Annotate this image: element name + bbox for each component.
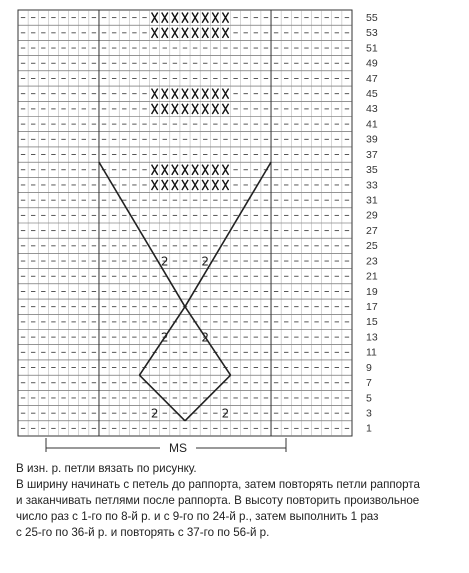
cross-stitch <box>201 102 210 116</box>
cable-symbol-2: 2 <box>160 254 169 269</box>
cross-stitch <box>160 10 169 24</box>
row-number: 47 <box>366 72 378 85</box>
cross-stitch <box>190 86 199 100</box>
cross-stitch <box>170 26 179 40</box>
repeat-label: MS <box>169 441 187 455</box>
cross-stitch <box>190 10 199 24</box>
cross-stitch <box>170 178 179 192</box>
chart-grid <box>18 10 352 436</box>
row-number: 37 <box>366 148 378 161</box>
cross-stitch <box>150 26 159 40</box>
instruction-line-4: число раз с 1-го по 8-й р. и с 9-го по 24-й р., затем выполнить 1 раз <box>16 510 379 523</box>
row-number: 39 <box>366 133 378 146</box>
cross-stitch <box>201 163 210 177</box>
cross-stitch <box>150 178 159 192</box>
cross-stitch <box>201 86 210 100</box>
cross-stitch <box>221 178 230 192</box>
cross-stitch <box>221 26 230 40</box>
cross-stitch <box>211 10 220 24</box>
cross-stitch <box>150 102 159 116</box>
instruction-line-1: В изн. р. петли вязать по рисунку. <box>16 462 197 475</box>
row-number: 27 <box>366 224 378 237</box>
cross-stitch <box>201 178 210 192</box>
row-number: 11 <box>366 346 377 359</box>
cross-stitch <box>180 102 189 116</box>
instruction-line-2: В ширину начинать с петель до раппорта, затем повторять петли раппорта <box>16 478 420 491</box>
cable-symbol-2: 2 <box>221 406 230 421</box>
row-number: 13 <box>366 331 378 344</box>
cross-stitch <box>170 102 179 116</box>
cross-stitch <box>190 102 199 116</box>
cable-symbol-2: 2 <box>160 330 169 345</box>
instructions <box>16 461 460 541</box>
row-number: 43 <box>366 103 378 116</box>
cross-stitch <box>170 163 179 177</box>
row-number: 15 <box>366 316 378 329</box>
row-number: 35 <box>366 164 378 177</box>
cross-stitch <box>211 163 220 177</box>
cable-symbol-2: 2 <box>201 254 210 269</box>
row-number: 3 <box>366 407 372 420</box>
cross-stitch <box>221 10 230 24</box>
row-number: 7 <box>366 377 372 390</box>
cross-stitch <box>190 163 199 177</box>
row-number: 51 <box>366 42 378 55</box>
cross-stitch <box>150 10 159 24</box>
cross-stitch <box>150 163 159 177</box>
row-number: 45 <box>366 88 378 101</box>
row-number: 55 <box>366 11 378 24</box>
row-number: 21 <box>366 270 378 283</box>
instruction-line-3: и заканчивать петлями после раппорта. В высоту повторить произвольное <box>16 494 420 507</box>
cross-stitch <box>190 26 199 40</box>
row-number: 41 <box>366 118 378 131</box>
cross-stitch <box>221 163 230 177</box>
instruction-line-5: с 25-го по 36-й р. и повторять с 37-го по 56-й р. <box>16 526 270 539</box>
cross-stitch <box>160 102 169 116</box>
cross-stitch <box>180 86 189 100</box>
row-number: 1 <box>366 422 372 435</box>
cross-stitch <box>160 26 169 40</box>
cross-stitch <box>180 163 189 177</box>
cross-stitch <box>221 102 230 116</box>
cross-stitch <box>201 10 210 24</box>
cross-stitch <box>170 10 179 24</box>
cross-stitch <box>160 86 169 100</box>
row-number: 19 <box>366 285 378 298</box>
repeat-marker <box>46 438 286 455</box>
row-numbers <box>366 12 378 435</box>
row-number: 31 <box>366 194 378 207</box>
cable-symbol-2: 2 <box>150 406 159 421</box>
cable-symbol-2: 2 <box>201 330 210 345</box>
cross-stitch <box>201 26 210 40</box>
cross-stitch <box>160 163 169 177</box>
row-number: 9 <box>366 361 372 374</box>
cross-stitch <box>170 86 179 100</box>
cross-stitch <box>211 86 220 100</box>
row-number: 23 <box>366 255 378 268</box>
row-number: 29 <box>366 209 378 222</box>
cross-stitch <box>221 86 230 100</box>
cross-stitch <box>211 178 220 192</box>
cross-stitch <box>180 178 189 192</box>
cross-stitch <box>190 178 199 192</box>
cross-stitch <box>160 178 169 192</box>
row-number: 33 <box>366 179 378 192</box>
cross-stitch <box>211 102 220 116</box>
cross-stitch <box>211 26 220 40</box>
cross-stitch <box>180 26 189 40</box>
row-number: 53 <box>366 27 378 40</box>
row-number: 17 <box>366 301 378 314</box>
row-number: 25 <box>366 240 378 253</box>
cross-stitch <box>150 86 159 100</box>
cross-stitch <box>180 10 189 24</box>
row-number: 5 <box>366 392 372 405</box>
row-number: 49 <box>366 57 378 70</box>
